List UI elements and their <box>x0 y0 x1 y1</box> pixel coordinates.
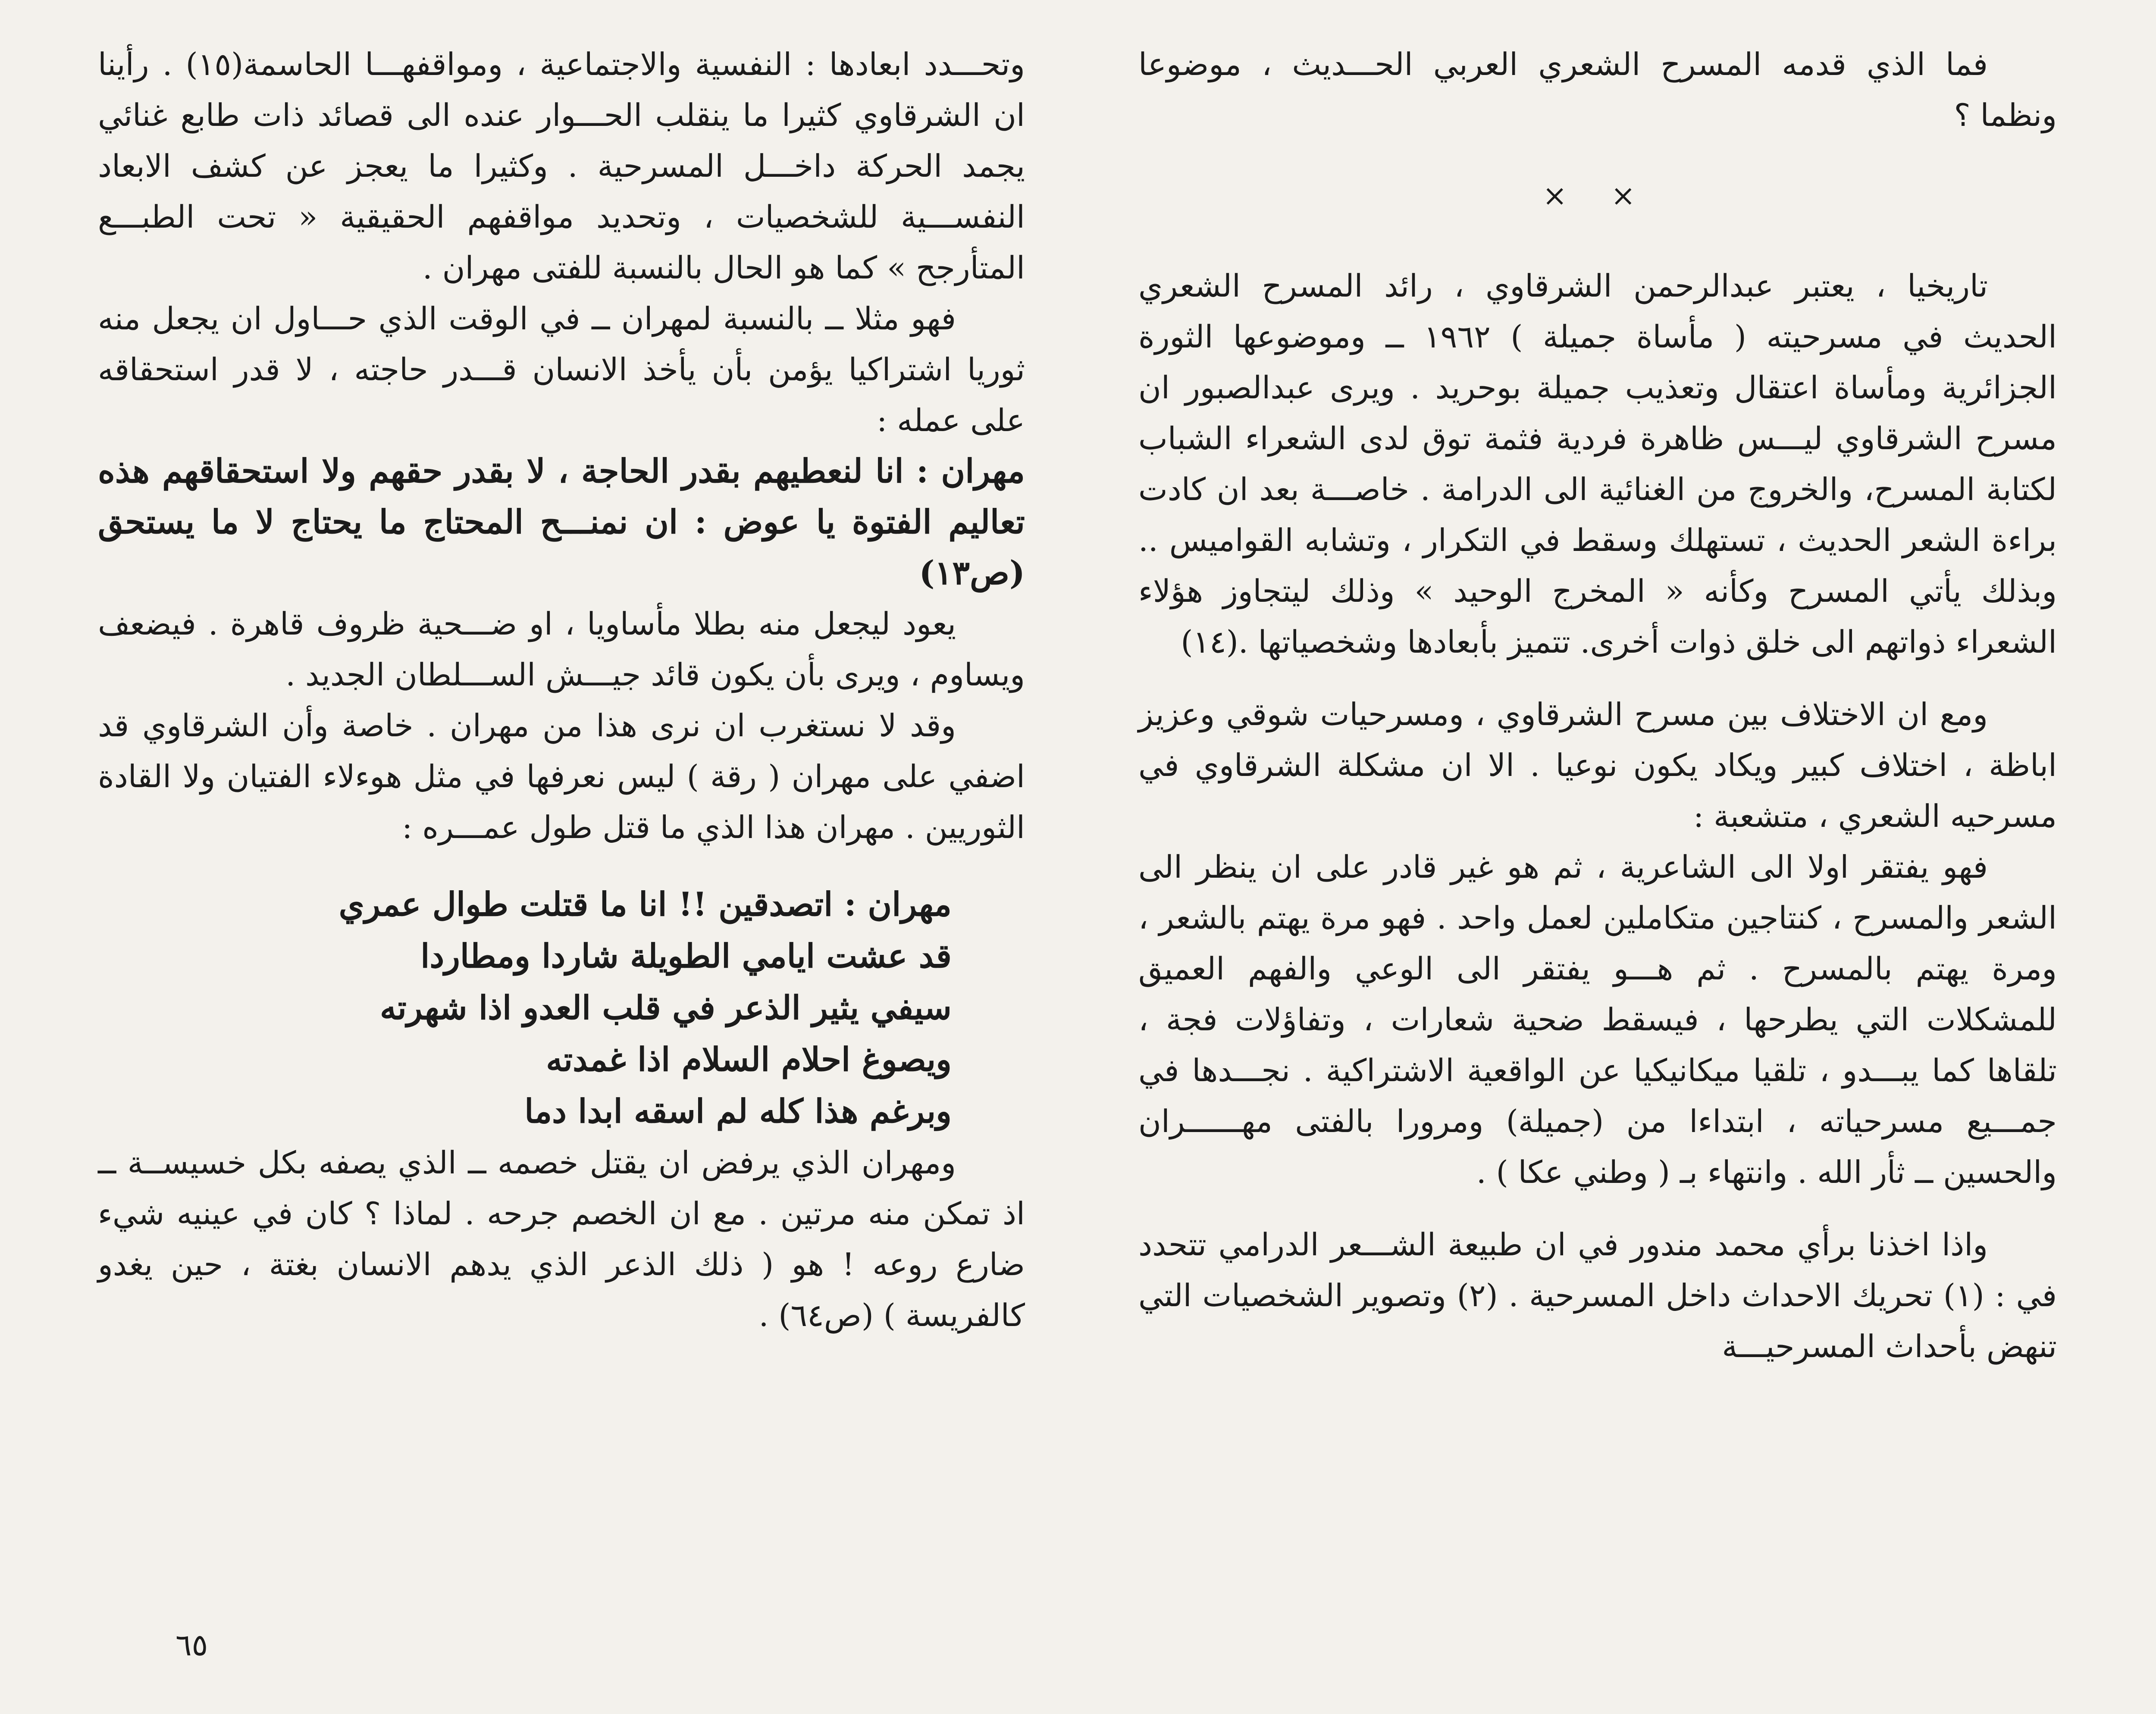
left-column <box>98 39 1025 1341</box>
paragraph: واذا اخذنا برأي محمد مندور في ان طبيعة الشـــعر الدرامي تتحدد في : (١) تحريك الاحداث داخل المسرحية . (٢) وتصوير الشخصيات التي تنهض بأحداث المسرحيـــة <box>1138 1226 2057 1364</box>
poem-line: قد عشت ايامي الطويلة شاردا ومطاردا <box>420 937 952 975</box>
section-separator: × × <box>1542 179 1653 213</box>
poem-line: وبرغم هذا كله لم اسقه ابدا دما <box>524 1092 952 1130</box>
paragraph: فهو يفتقر اولا الى الشاعرية ، ثم هو غير قادر على ان ينظر الى الشعر والمسرح ، كنتاجين متكاملين لعمل واحد . فهو مرة يهتم بالشعر ، ومرة يهتم بالمسرح . ثم هـــو يفتقر الى الوعي والفهم العميق للمشكلات التي يطرحها ، فيسقط ضحية شعارات ، وتفاؤلات فجة ، تلقاها كما يبـــدو ، تلقيا ميكانيكيا عن الواقعية الاشتراكية . نجـــدها في جمـــيع مسرحياته ، ابتداءا من (جميلة) ومرورا بالفتى مهــــــران والحسين ــ ثأر الله . وانتهاء بـ ( وطني عكا ) . <box>1138 849 2057 1190</box>
poem-line: سيفي يثير الذعر في قلب العدو اذا شهرته <box>380 988 952 1027</box>
paragraph: وقد لا نستغرب ان نرى هذا من مهران . خاصة وأن الشرقاوي قد اضفي على مهران ( رقة ) ليس نعرفها في مثل هوءلاء الفتيان ولا القادة الثوريين . مهران هذا الذي ما قتل طول عمـــره : <box>98 707 1025 845</box>
poem-quote <box>184 879 952 1137</box>
paragraph: يعود ليجعل منه بطلا مأساويا ، او ضـــحية ظروف قاهرة . فيضعف ويساوم ، ويرى بأن يكون قائد جيـــش الســـلطان الجديد . <box>98 606 1025 693</box>
paragraph: فما الذي قدمه المسرح الشعري العربي الحـــديث ، موضوعا ونظما ؟ <box>1138 46 2057 133</box>
poem-line: مهران : اتصدقين !! انا ما قتلت طوال عمري <box>338 885 952 923</box>
paragraph: ومهران الذي يرفض ان يقتل خصمه ــ الذي يصفه بكل خسيســة ــ اذ تمكن منه مرتين . مع ان الخصم جرحه . لماذا ؟ كان في عينيه شيء ضارع روعه ! هو ( ذلك الذعر الذي يدهم الانسان بغتة ، حين يغدو كالفريسة ) (ص٦٤) . <box>98 1145 1025 1333</box>
poem-line: ويصوغ احلام السلام اذا غمدته <box>546 1040 952 1079</box>
page-number: ٦٥ <box>175 1627 208 1663</box>
paragraph: فهو مثلا ــ بالنسبة لمهران ــ في الوقت الذي حـــاول ان يجعل منه ثوريا اشتراكيا يؤمن بأن يأخذ الانسان قـــدر حاجته ، لا قدر استحقاقه على عمله : <box>98 300 1025 438</box>
dialogue-quote: مهران : انا لنعطيهم بقدر الحاجة ، لا بقدر حقهم ولا استحقاقهم هذه تعاليم الفتوة يا عوض : ان نمنـــح المحتاج ما يحتاج لا ما يستحق (ص١٣) <box>98 452 1025 592</box>
paragraph: تاريخيا ، يعتبر عبدالرحمن الشرقاوي ، رائد المسرح الشعري الحديث في مسرحيته ( مأساة جميلة ) ١٩٦٢ ــ وموضوعها الثورة الجزائرية ومأساة اعتقال وتعذيب جميلة بوحريد . ويرى عبدالصبور ان مسرح الشرقاوي ليـــس ظاهرة فردية فثمة توق لدى الشعراء الشباب لكتابة المسرح، والخروج من الغنائية الى الدرامة . خاصـــة بعد ان كادت براءة الشعر الحديث ، تستهلك وسقط في التكرار ، وتشابه القواميس .. وبذلك يأتي المسرح وكأنه « المخرج الوحيد » وذلك ليتجاوز هؤلاء الشعراء ذواتهم الى خلق ذوات أخرى. تتميز بأبعادها وشخصياتها .(١٤) <box>1138 268 2057 660</box>
right-column <box>1138 39 2057 1372</box>
paragraph: ومع ان الاختلاف بين مسرح الشرقاوي ، ومسرحيات شوقي وعزيز اباظة ، اختلاف كبير ويكاد يكون نوعيا . الا ان مشكلة الشرقاوي في مسرحيه الشعري ، متشعبة : <box>1138 696 2057 834</box>
paragraph: وتحـــدد ابعادها : النفسية والاجتماعية ، ومواقفهـــا الحاسمة(١٥) . رأينا ان الشرقاوي كثيرا ما ينقلب الحـــوار عنده الى قصائد ذات طابع غنائي يجمد الحركة داخـــل المسرحية . وكثيرا ما يعجز عن كشف الابعاد النفســـية للشخصيات ، وتحديد مواقفهم الحقيقية « تحت الطبـــع المتأرجح » كما هو الحال بالنسبة للفتى مهران . <box>98 46 1025 286</box>
